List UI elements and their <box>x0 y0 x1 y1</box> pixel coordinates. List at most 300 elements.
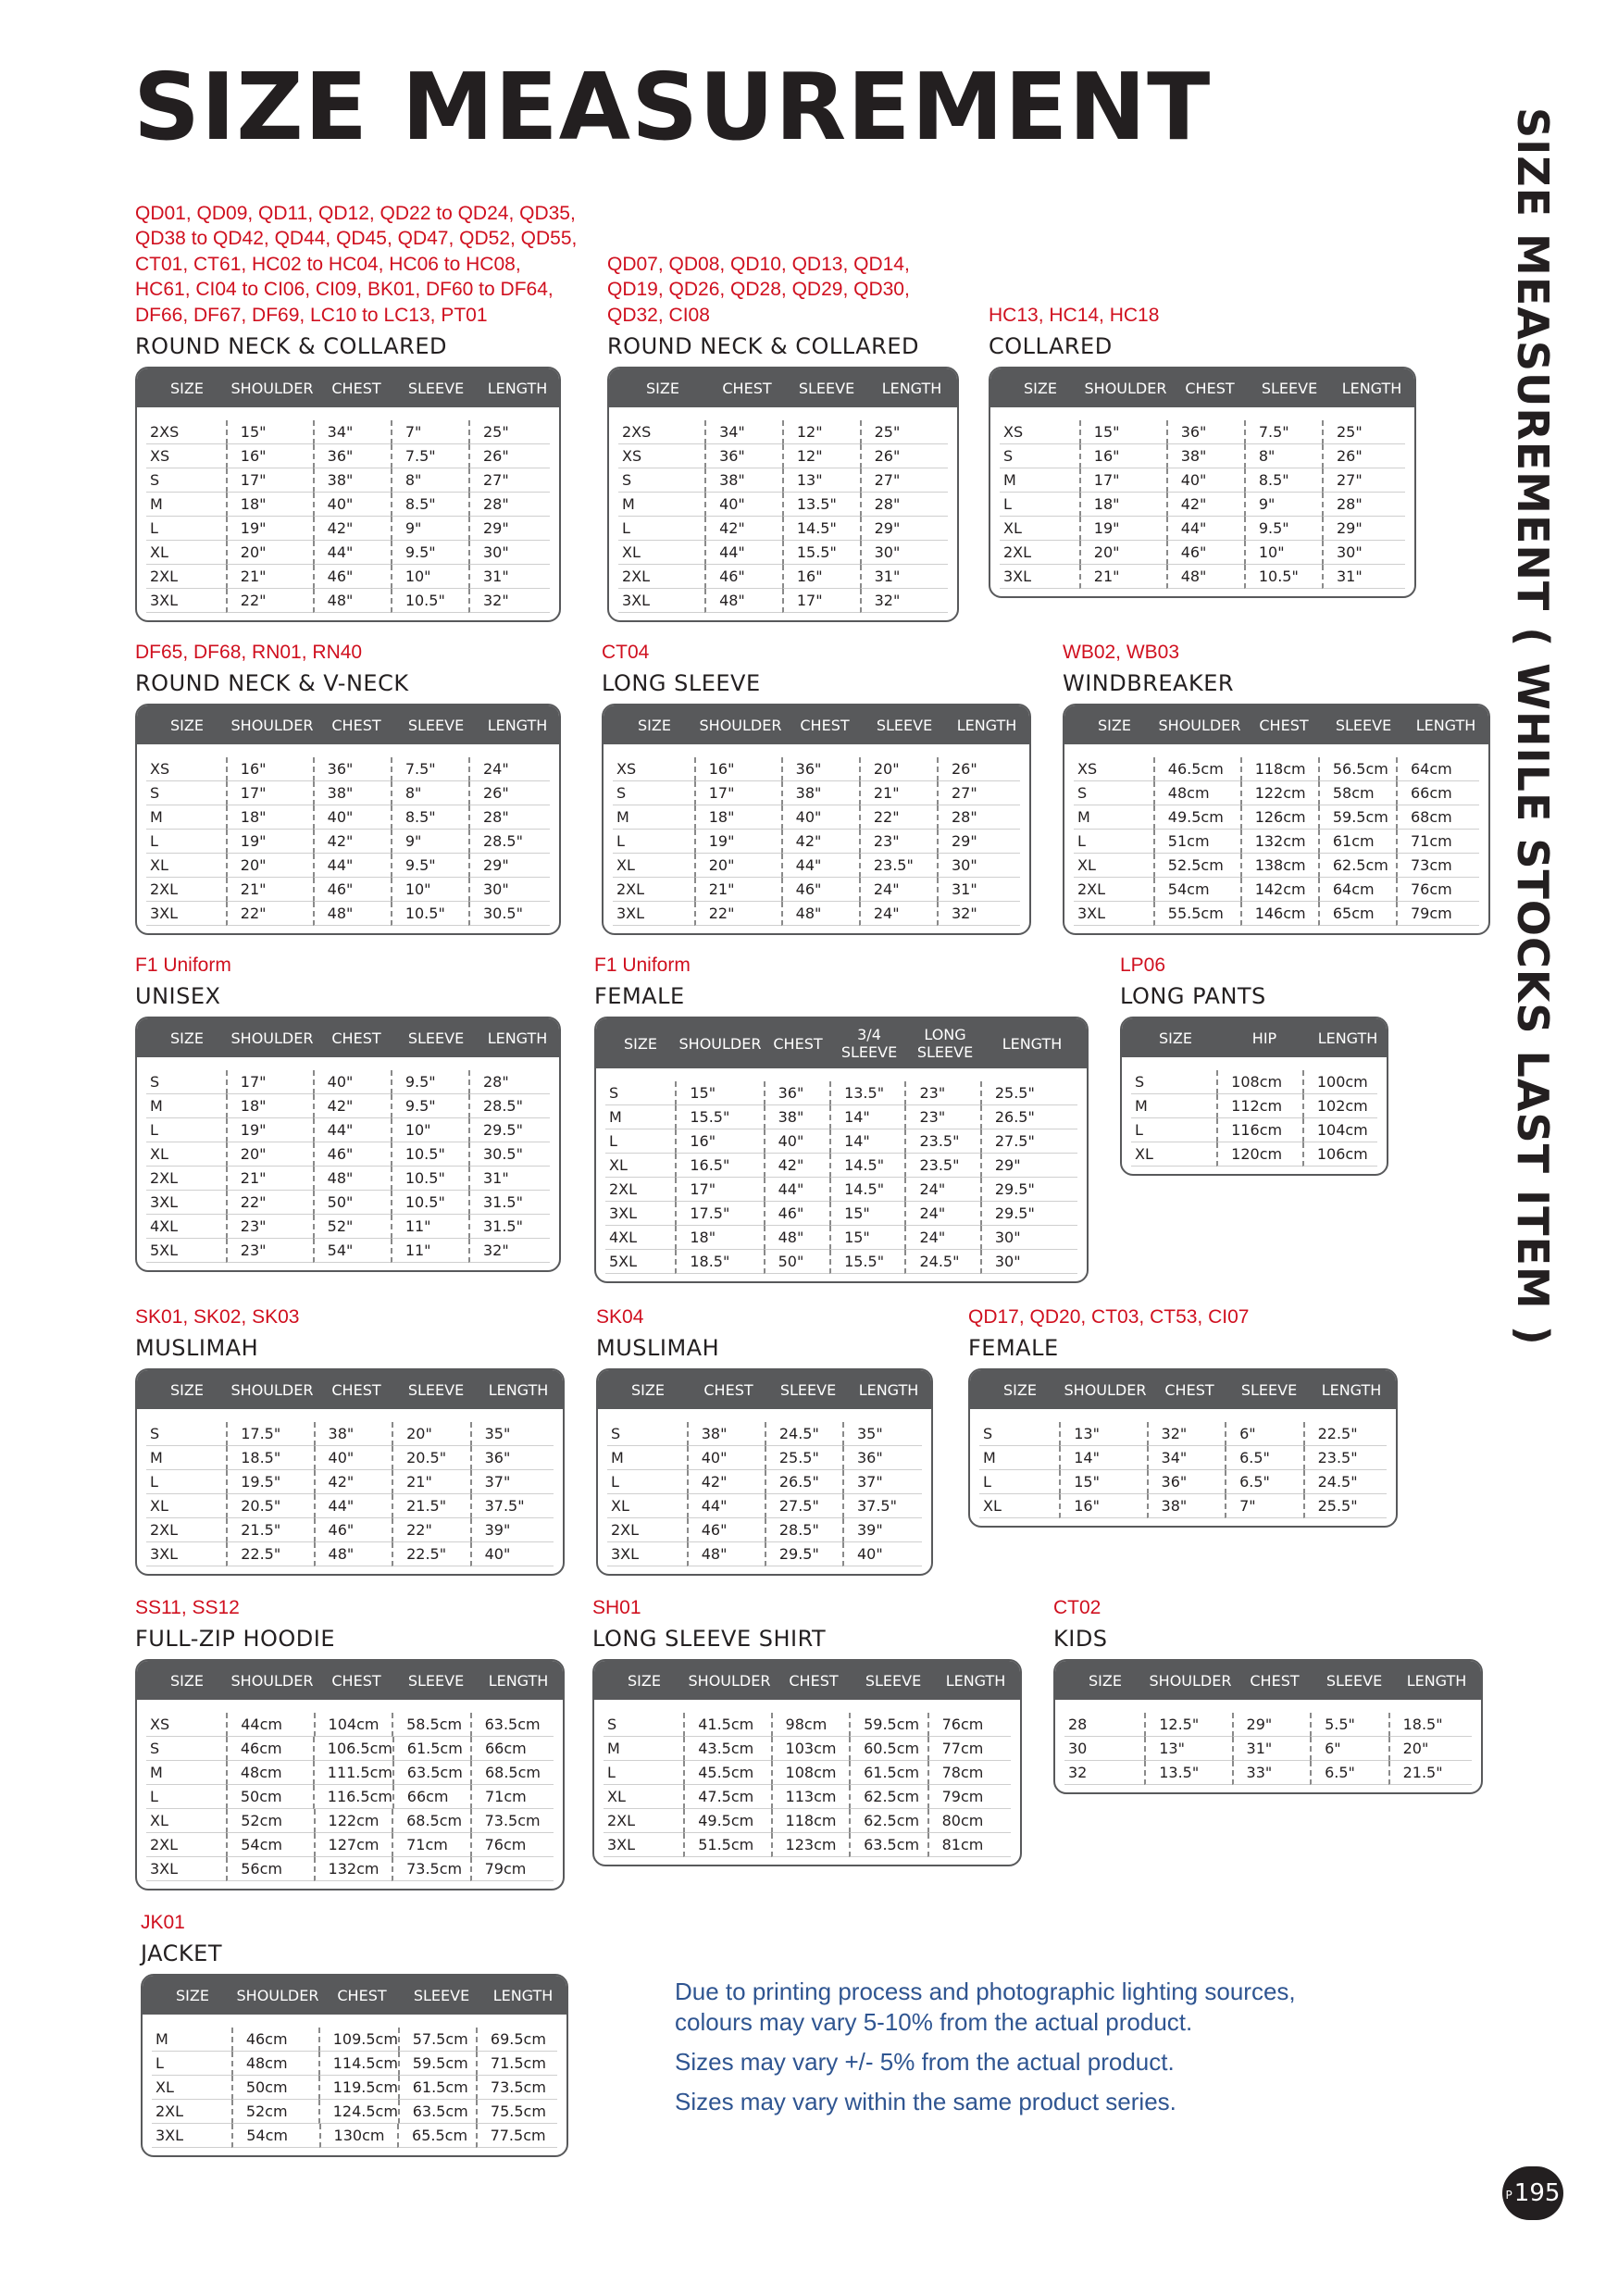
measurement-cell: 59.5cm <box>1318 805 1396 830</box>
measurement-cell: 112cm <box>1216 1094 1302 1118</box>
product-code-line: QD01, QD09, QD11, QD12, QD22 to QD24, QD35, <box>135 202 576 224</box>
size-cell: S <box>618 468 704 493</box>
section-title: FEMALE <box>968 1335 1059 1361</box>
section-title: KIDS <box>1053 1626 1108 1652</box>
size-cell: M <box>152 2028 231 2052</box>
measurement-cell: 18" <box>675 1226 763 1250</box>
measurement-cell: 9" <box>391 830 468 854</box>
column-header: CHEST <box>1250 1671 1300 1690</box>
measurement-cell: 29" <box>1232 1713 1311 1737</box>
column-header: SIZE <box>170 379 204 397</box>
measurement-cell: 59.5cm <box>398 2052 476 2076</box>
size-cell: XL <box>146 854 226 878</box>
measurement-cell: 38" <box>314 1422 392 1446</box>
measurement-cell: 29" <box>468 854 550 878</box>
column-header: LENGTH <box>1406 1671 1467 1690</box>
table-row <box>1000 541 1405 565</box>
measurement-cell: 48" <box>764 1226 829 1250</box>
measurement-cell: 41.5cm <box>683 1713 770 1737</box>
column-header: CHEST <box>331 379 381 397</box>
measurement-cell: 20.5" <box>226 1494 313 1518</box>
table-body <box>1122 1057 1387 1174</box>
measurement-cell: 29.5" <box>980 1202 1077 1226</box>
column-header: CHEST <box>331 1671 381 1690</box>
measurement-cell: 44" <box>313 541 391 565</box>
measurement-cell: 122cm <box>314 1809 392 1833</box>
table-row <box>146 1215 550 1239</box>
size-cell: M <box>1131 1094 1216 1118</box>
table-row <box>146 878 550 902</box>
measurement-cell: 16" <box>694 757 781 781</box>
table-row <box>607 1422 922 1446</box>
measurement-cell: 60.5cm <box>849 1737 927 1761</box>
measurement-cell: 23.5" <box>1303 1446 1387 1470</box>
size-cell: XL <box>146 1809 226 1833</box>
size-cell: 3XL <box>146 1857 226 1881</box>
measurement-cell: 16" <box>675 1129 763 1154</box>
measurement-cell: 15.5" <box>675 1105 763 1129</box>
size-cell: XS <box>613 757 694 781</box>
size-table-section <box>968 1305 1398 1528</box>
table-row <box>146 1422 554 1446</box>
size-cell: 3XL <box>146 1542 226 1566</box>
section-title: LONG SLEEVE <box>602 670 761 696</box>
column-header: LENGTH <box>1321 1380 1382 1399</box>
size-cell: L <box>1074 830 1153 854</box>
product-code-line: HC13, HC14, HC18 <box>989 304 1160 326</box>
measurement-cell: 29" <box>1322 517 1405 541</box>
size-table <box>135 1659 565 1890</box>
size-cell: S <box>146 781 226 805</box>
column-header: SIZE <box>176 1986 209 2004</box>
size-cell: XS <box>1074 757 1153 781</box>
measurement-cell: 19" <box>226 517 313 541</box>
table-row <box>605 1081 1077 1105</box>
size-cell: 30 <box>1064 1737 1144 1761</box>
measurement-cell: 12.5" <box>1144 1713 1231 1737</box>
table-header <box>1055 1661 1481 1700</box>
size-table-section <box>135 1596 565 1890</box>
measurement-cell: 75.5cm <box>476 2100 557 2124</box>
measurement-cell: 30.5" <box>468 902 550 926</box>
size-cell: 3XL <box>605 1202 675 1226</box>
size-cell: M <box>146 1094 226 1118</box>
size-table-section <box>135 202 578 622</box>
measurement-cell: 63.5cm <box>849 1833 927 1857</box>
size-cell: L <box>1131 1118 1216 1142</box>
size-cell: 28 <box>1064 1713 1144 1737</box>
product-codes <box>135 1595 240 1621</box>
measurement-cell: 9" <box>1244 493 1322 517</box>
measurement-cell: 69.5cm <box>476 2028 557 2052</box>
measurement-cell: 47.5cm <box>683 1785 770 1809</box>
table-row <box>604 1833 1011 1857</box>
measurement-cell: 43.5cm <box>683 1737 770 1761</box>
table-header <box>609 368 957 407</box>
product-code-line: QD19, QD26, QD28, QD29, QD30, <box>607 279 910 300</box>
size-table-section <box>1120 954 1388 1176</box>
size-cell: S <box>605 1081 675 1105</box>
size-cell: L <box>613 830 694 854</box>
column-header: SIZE <box>624 1034 657 1053</box>
column-header: SHOULDER <box>699 716 782 734</box>
measurement-cell: 20" <box>226 541 313 565</box>
table-row <box>607 1470 922 1494</box>
measurement-cell: 119.5cm <box>318 2076 398 2100</box>
column-header: SIZE <box>170 716 204 734</box>
product-code-line: SS11, SS12 <box>135 1596 240 1618</box>
column-header: CHEST <box>789 1671 839 1690</box>
product-code-line: QD17, QD20, CT03, CT53, CI07 <box>968 1305 1250 1328</box>
column-header: SHOULDER <box>230 379 314 397</box>
size-cell: L <box>607 1470 687 1494</box>
size-table-section <box>135 954 561 1272</box>
product-codes <box>607 252 910 329</box>
measurement-cell: 51cm <box>1153 830 1240 854</box>
measurement-cell: 104cm <box>314 1713 392 1737</box>
measurement-cell: 21" <box>859 781 937 805</box>
measurement-cell: 106.5cm <box>313 1737 392 1761</box>
measurement-cell: 22" <box>859 805 937 830</box>
column-header: LENGTH <box>956 716 1017 734</box>
size-cell: 2XL <box>1074 878 1153 902</box>
measurement-cell: 79cm <box>470 1857 554 1881</box>
table-row <box>979 1470 1387 1494</box>
table-header <box>604 705 1029 744</box>
table-header <box>990 368 1414 407</box>
measurement-cell: 21" <box>226 878 313 902</box>
table-row <box>146 589 550 613</box>
column-header: SIZE <box>1098 716 1131 734</box>
measurement-cell: 68.5cm <box>470 1761 554 1785</box>
measurement-cell: 29" <box>937 830 1020 854</box>
size-cell: 2XL <box>146 1167 226 1191</box>
measurement-cell: 21.5" <box>226 1518 313 1542</box>
size-table <box>135 367 561 622</box>
measurement-cell: 26.5" <box>765 1470 842 1494</box>
size-table <box>594 1017 1089 1283</box>
column-header: SLEEVE <box>407 1380 465 1399</box>
column-header: LENGTH <box>487 716 548 734</box>
measurement-cell: 25" <box>468 420 550 444</box>
measurement-cell: 36" <box>842 1446 922 1470</box>
measurement-cell: 40" <box>314 1446 392 1470</box>
measurement-cell: 20" <box>694 854 781 878</box>
measurement-cell: 59.5cm <box>849 1713 927 1737</box>
measurement-cell: 80cm <box>927 1809 1011 1833</box>
column-header: SLEEVE <box>407 379 465 397</box>
size-table <box>135 704 561 935</box>
measurement-cell: 44" <box>313 854 391 878</box>
measurement-cell: 64cm <box>1396 757 1479 781</box>
table-body <box>1055 1700 1481 1792</box>
table-row <box>146 1713 554 1737</box>
measurement-cell: 15.5" <box>782 541 860 565</box>
measurement-cell: 23" <box>904 1081 979 1105</box>
column-header: LENGTH <box>858 1380 919 1399</box>
measurement-cell: 9.5" <box>391 1070 468 1094</box>
product-codes <box>1063 640 1179 666</box>
measurement-cell: 24" <box>859 902 937 926</box>
product-codes <box>1120 953 1165 979</box>
measurement-cell: 102cm <box>1302 1094 1377 1118</box>
measurement-cell: 28" <box>468 493 550 517</box>
table-body <box>598 1409 931 1574</box>
table-row <box>613 757 1020 781</box>
measurement-cell: 44" <box>764 1178 829 1202</box>
table-row <box>605 1226 1077 1250</box>
size-cell: S <box>607 1422 687 1446</box>
measurement-cell: 20" <box>1079 541 1166 565</box>
measurement-cell: 52.5cm <box>1153 854 1240 878</box>
measurement-cell: 34" <box>704 420 782 444</box>
size-table <box>1120 1017 1388 1176</box>
measurement-cell: 40" <box>1166 468 1244 493</box>
product-codes <box>135 640 362 666</box>
size-cell: 3XL <box>1000 565 1079 589</box>
table-row <box>607 1494 922 1518</box>
measurement-cell: 39" <box>842 1518 922 1542</box>
measurement-cell: 25.5" <box>765 1446 842 1470</box>
measurement-cell: 6.5" <box>1310 1761 1388 1785</box>
size-cell: L <box>1000 493 1079 517</box>
measurement-cell: 40" <box>842 1542 922 1566</box>
measurement-cell: 24" <box>904 1178 979 1202</box>
table-row <box>613 830 1020 854</box>
table-header <box>598 1370 931 1409</box>
column-header: SLEEVE <box>1261 379 1318 397</box>
measurement-cell: 73.5cm <box>470 1809 554 1833</box>
measurement-cell: 26" <box>468 781 550 805</box>
table-row <box>607 1518 922 1542</box>
product-codes <box>1053 1595 1101 1621</box>
table-row <box>1000 517 1405 541</box>
size-table-section <box>596 1305 933 1576</box>
table-row <box>146 1094 550 1118</box>
measurement-cell: 40" <box>470 1542 554 1566</box>
table-row <box>146 1761 554 1785</box>
size-cell: 2XS <box>146 420 226 444</box>
size-cell: L <box>146 1118 226 1142</box>
measurement-cell: 20" <box>226 1142 313 1167</box>
size-cell: XL <box>604 1785 683 1809</box>
measurement-cell: 46" <box>781 878 859 902</box>
table-row <box>618 468 948 493</box>
size-cell: L <box>605 1129 675 1154</box>
measurement-cell: 31" <box>860 565 948 589</box>
size-cell: 3XL <box>618 589 704 613</box>
product-codes <box>135 201 577 329</box>
table-row <box>1000 493 1405 517</box>
size-cell: 3XL <box>1074 902 1153 926</box>
column-header: LENGTH <box>487 1029 548 1047</box>
table-header <box>137 1370 563 1409</box>
table-body <box>970 1409 1396 1526</box>
size-cell: M <box>1000 468 1079 493</box>
measurement-cell: 24.5" <box>1303 1470 1387 1494</box>
column-header: SHOULDER <box>230 1029 314 1047</box>
column-header: SHOULDER <box>1158 716 1241 734</box>
product-codes <box>989 303 1159 329</box>
table-body <box>990 407 1414 596</box>
size-cell: M <box>146 493 226 517</box>
disclaimer-notes <box>675 1977 1296 2117</box>
measurement-cell: 13" <box>1144 1737 1231 1761</box>
table-row <box>979 1446 1387 1470</box>
table-row <box>604 1713 1011 1737</box>
measurement-cell: 18.5" <box>675 1250 763 1274</box>
table-row <box>146 565 550 589</box>
measurement-cell: 63.5cm <box>398 2100 476 2124</box>
measurement-cell: 114.5cm <box>318 2052 398 2076</box>
measurement-cell: 46" <box>687 1518 765 1542</box>
measurement-cell: 19" <box>694 830 781 854</box>
measurement-cell: 35" <box>470 1422 554 1446</box>
measurement-cell: 14" <box>829 1129 904 1154</box>
measurement-cell: 108cm <box>771 1761 850 1785</box>
measurement-cell: 6.5" <box>1225 1446 1303 1470</box>
section-title: MUSLIMAH <box>596 1335 720 1361</box>
measurement-cell: 23" <box>904 1105 979 1129</box>
measurement-cell: 55.5cm <box>1153 902 1240 926</box>
measurement-cell: 21" <box>694 878 781 902</box>
measurement-cell: 19" <box>226 1118 313 1142</box>
measurement-cell: 37" <box>470 1470 554 1494</box>
table-body <box>143 2015 566 2155</box>
column-header: 3/4 SLEEVE <box>840 1026 898 1061</box>
measurement-cell: 28.5" <box>468 830 550 854</box>
measurement-cell: 40" <box>313 1070 391 1094</box>
size-cell: 2XL <box>613 878 694 902</box>
measurement-cell: 10.5" <box>391 1191 468 1215</box>
measurement-cell: 51.5cm <box>683 1833 770 1857</box>
table-row <box>152 2076 557 2100</box>
table-row <box>152 2124 557 2148</box>
measurement-cell: 42" <box>704 517 782 541</box>
table-row <box>1000 444 1405 468</box>
measurement-cell: 52" <box>313 1215 391 1239</box>
measurement-cell: 76cm <box>927 1713 1011 1737</box>
measurement-cell: 22" <box>226 589 313 613</box>
measurement-cell: 32" <box>860 589 948 613</box>
measurement-cell: 9.5" <box>391 541 468 565</box>
size-cell: XL <box>607 1494 687 1518</box>
measurement-cell: 27.5" <box>980 1129 1077 1154</box>
measurement-cell: 106cm <box>1302 1142 1377 1167</box>
table-row <box>146 902 550 926</box>
measurement-cell: 16" <box>1079 444 1166 468</box>
measurement-cell: 25.5" <box>980 1081 1077 1105</box>
note-line: colours may vary 5-10% from the actual product. <box>675 2008 1193 2036</box>
product-code-line: SH01 <box>592 1596 641 1618</box>
measurement-cell: 44" <box>313 1118 391 1142</box>
column-header: CHEST <box>703 1380 753 1399</box>
table-row <box>1074 854 1479 878</box>
measurement-cell: 54cm <box>231 2124 318 2148</box>
measurement-cell: 113cm <box>771 1785 850 1809</box>
table-row <box>146 1737 554 1761</box>
measurement-cell: 32" <box>1147 1422 1226 1446</box>
measurement-cell: 13.5" <box>782 493 860 517</box>
measurement-cell: 104cm <box>1302 1118 1377 1142</box>
measurement-cell: 54cm <box>226 1833 313 1857</box>
size-cell: L <box>146 830 226 854</box>
measurement-cell: 132cm <box>1240 830 1318 854</box>
measurement-cell: 10.5" <box>391 902 468 926</box>
table-row <box>1074 781 1479 805</box>
measurement-cell: 36" <box>781 757 859 781</box>
measurement-cell: 79cm <box>927 1785 1011 1809</box>
measurement-cell: 30" <box>468 878 550 902</box>
measurement-cell: 10" <box>391 1118 468 1142</box>
measurement-cell: 18" <box>226 493 313 517</box>
measurement-cell: 38" <box>781 781 859 805</box>
measurement-cell: 118cm <box>1240 757 1318 781</box>
column-header: CHEST <box>331 1029 381 1047</box>
table-body <box>604 744 1029 933</box>
table-row <box>146 1833 554 1857</box>
column-header: SLEEVE <box>779 1380 837 1399</box>
measurement-cell: 48" <box>781 902 859 926</box>
column-header: SHOULDER <box>1084 379 1167 397</box>
size-cell: XL <box>152 2076 231 2100</box>
table-header <box>970 1370 1396 1409</box>
measurement-cell: 33" <box>1232 1761 1311 1785</box>
table-body <box>596 1068 1087 1281</box>
measurement-cell: 31" <box>1322 565 1405 589</box>
measurement-cell: 9.5" <box>391 854 468 878</box>
measurement-cell: 62.5cm <box>1318 854 1396 878</box>
size-cell: M <box>146 805 226 830</box>
table-row <box>152 2052 557 2076</box>
size-cell: XL <box>1000 517 1079 541</box>
measurement-cell: 13.5" <box>1144 1761 1231 1785</box>
measurement-cell: 52cm <box>231 2100 318 2124</box>
size-cell: XL <box>146 1142 226 1167</box>
measurement-cell: 42" <box>764 1154 829 1178</box>
measurement-cell: 126cm <box>1240 805 1318 830</box>
measurement-cell: 36" <box>764 1081 829 1105</box>
size-cell: 3XL <box>152 2124 231 2148</box>
table-row <box>146 1118 550 1142</box>
measurement-cell: 17" <box>226 468 313 493</box>
table-row <box>1064 1713 1472 1737</box>
column-header: CHEST <box>1259 716 1309 734</box>
size-cell: S <box>146 1737 226 1761</box>
measurement-cell: 49.5cm <box>683 1809 770 1833</box>
measurement-cell: 10" <box>391 878 468 902</box>
table-row <box>618 589 948 613</box>
table-row <box>1074 757 1479 781</box>
measurement-cell: 32" <box>468 589 550 613</box>
size-cell: 2XL <box>152 2100 231 2124</box>
measurement-cell: 46cm <box>231 2028 318 2052</box>
size-cell: 3XL <box>146 589 226 613</box>
measurement-cell: 35" <box>842 1422 922 1446</box>
measurement-cell: 29" <box>860 517 948 541</box>
measurement-cell: 48cm <box>226 1761 313 1785</box>
measurement-cell: 63.5cm <box>470 1713 554 1737</box>
section-title: ROUND NECK & COLLARED <box>135 333 447 359</box>
table-body <box>137 744 559 933</box>
column-header: LENGTH <box>945 1671 1006 1690</box>
measurement-cell: 7.5" <box>1244 420 1322 444</box>
measurement-cell: 27" <box>860 468 948 493</box>
measurement-cell: 44" <box>781 854 859 878</box>
measurement-cell: 29.5" <box>765 1542 842 1566</box>
table-row <box>613 902 1020 926</box>
column-header: SLEEVE <box>876 716 933 734</box>
